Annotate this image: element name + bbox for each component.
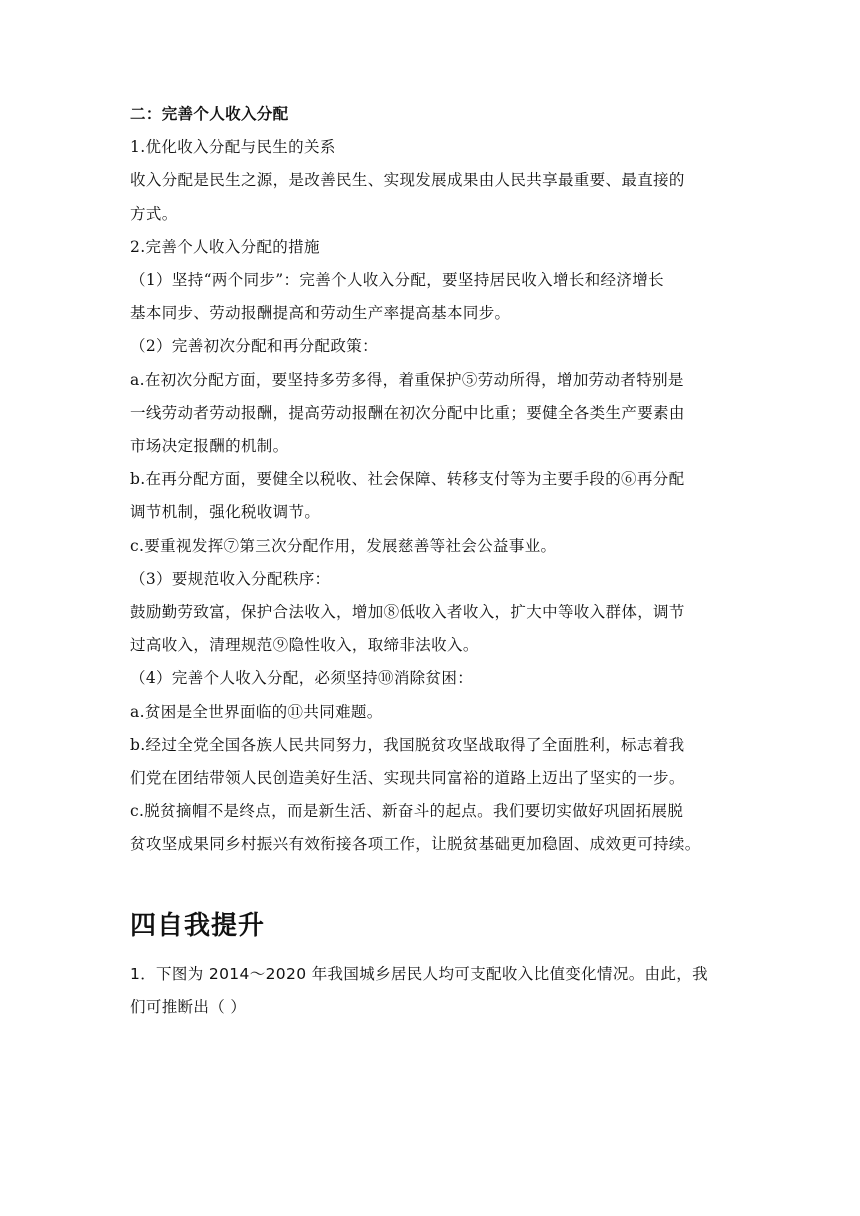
paragraph-line: 收入分配是民生之源，是改善民生、实现发展成果由人民共享最重要、最直接的 (130, 171, 685, 190)
paragraph-line: 过高收入，清理规范⑨隐性收入，取缔非法收入。 (130, 636, 479, 655)
paragraph-line: 们党在团结带领人民创造美好生活、实现共同富裕的道路上迈出了坚实的一步。 (130, 769, 685, 788)
question-line: 1．下图为 2014～2020 年我国城乡居民人均可支配收入比值变化情况。由此，我 (130, 964, 708, 983)
paragraph-line: a.贫困是全世界面临的⑪共同难题。 (130, 702, 383, 721)
paragraph-line: 贫攻坚成果同乡村振兴有效衔接各项工作，让脱贫基础更加稳固、成效更可持续。 (130, 835, 701, 854)
question-line: 们可推断出（ ） (130, 997, 247, 1016)
section-heading: 四自我提升 (130, 910, 266, 941)
paragraph-line: （4）完善个人收入分配，必须坚持⑩消除贫困： (130, 669, 474, 688)
paragraph-line: c.要重视发挥⑦第三次分配作用，发展慈善等社会公益事业。 (130, 536, 557, 555)
paragraph-line: a.在初次分配方面，要坚持多劳多得，着重保护⑤劳动所得，增加劳动者特别是 (130, 370, 684, 389)
paragraph-line: （2）完善初次分配和再分配政策： (130, 337, 378, 356)
paragraph-line: c.脱贫摘帽不是终点，而是新生活、新奋斗的起点。我们要切实做好巩固拓展脱 (130, 802, 684, 821)
document-page (130, 98, 734, 1024)
paragraph-line: 鼓励勤劳致富，保护合法收入，增加⑧低收入者收入，扩大中等收入群体，调节 (130, 603, 685, 622)
section-title: 二：完善个人收入分配 (130, 105, 289, 123)
paragraph-line: 一线劳动者劳动报酬，提高劳动报酬在初次分配中比重；要健全各类生产要素由 (130, 403, 685, 422)
subheading-2: 2.完善个人收入分配的措施 (130, 237, 320, 256)
subheading-1: 1.优化收入分配与民生的关系 (130, 138, 336, 157)
paragraph-line: 方式。 (130, 204, 178, 223)
paragraph-line: （1）坚持“两个同步”：完善个人收入分配，要坚持居民收入增长和经济增长 (130, 271, 664, 290)
paragraph-line: b.在再分配方面，要健全以税收、社会保障、转移支付等为主要手段的⑥再分配 (130, 470, 685, 489)
paragraph-line: 调节机制，强化税收调节。 (130, 503, 321, 522)
paragraph-line: 基本同步、劳动报酬提高和劳动生产率提高基本同步。 (130, 304, 511, 323)
paragraph-line: b.经过全党全国各族人民共同努力，我国脱贫攻坚战取得了全面胜利，标志着我 (130, 735, 685, 754)
paragraph-line: （3）要规范收入分配秩序： (130, 569, 331, 588)
paragraph-line: 市场决定报酬的机制。 (130, 437, 289, 456)
